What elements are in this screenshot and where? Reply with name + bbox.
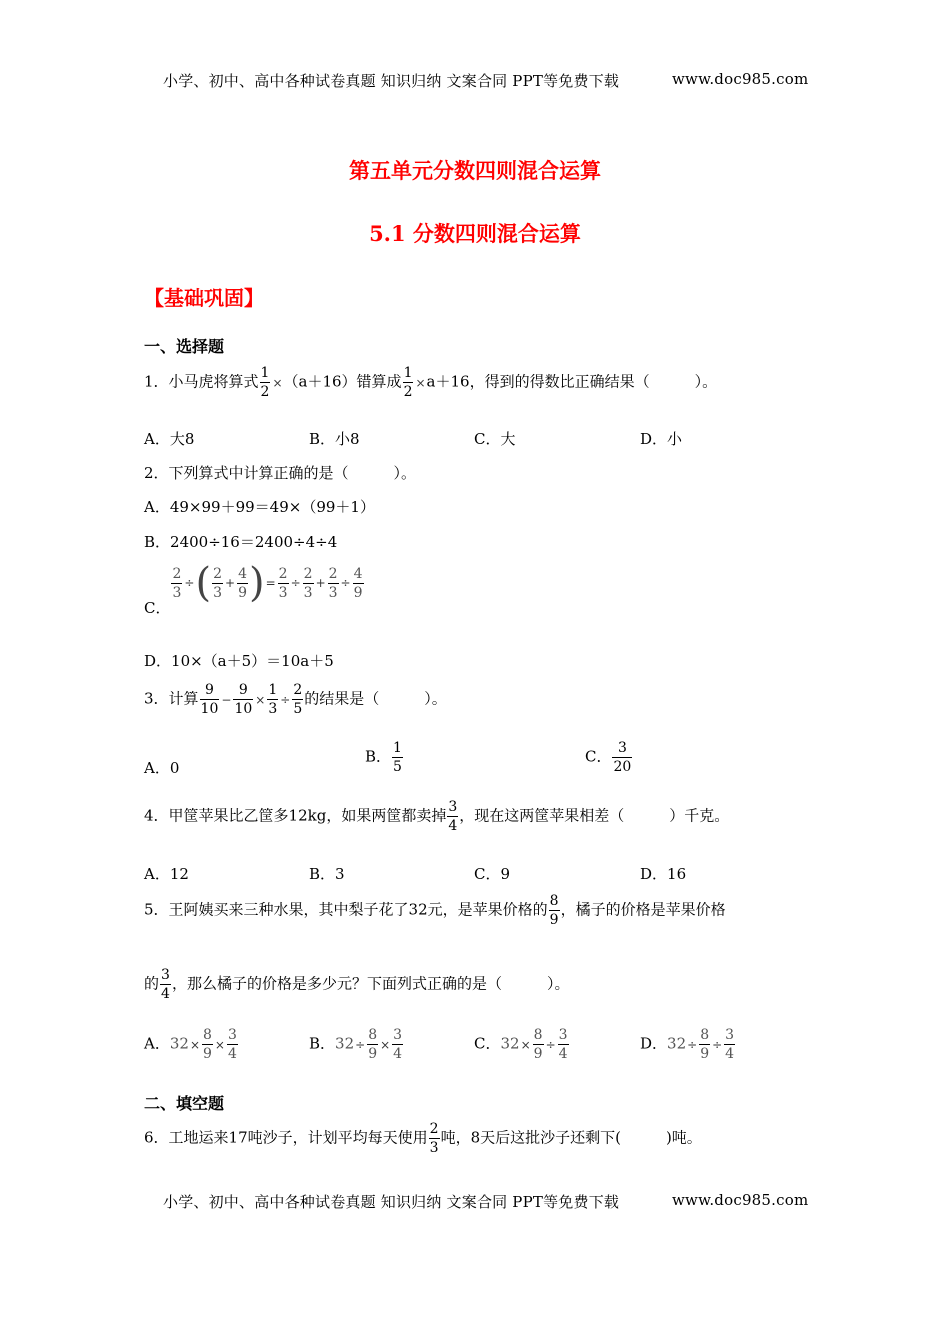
- q5-d-num: 32: [667, 1034, 687, 1053]
- question-5-line1: [144, 894, 726, 927]
- minus-sign: −: [221, 692, 232, 707]
- times-sign: ×: [415, 375, 426, 390]
- fraction: $\frac{8}{9}$: [203, 1027, 212, 1062]
- fraction: $\frac{3}{4}$: [393, 1027, 403, 1062]
- fraction: $\frac{8}{9}$: [700, 1027, 710, 1062]
- q5-option-b: [309, 1028, 404, 1061]
- fraction: $\frac{2}{3}$: [303, 565, 313, 601]
- fraction: $\frac{1}{3}$: [268, 682, 278, 717]
- fraction: $\frac{2}{3}$: [172, 565, 182, 601]
- fraction: $\frac{3}{4}$: [558, 1027, 568, 1062]
- times-sign: ×: [214, 1037, 225, 1052]
- q3-c-label: C．: [585, 747, 612, 766]
- footer-site[interactable]: www.doc985.com: [672, 1191, 809, 1209]
- question-3: [144, 683, 447, 716]
- fraction: $\frac{8}{9}$: [549, 893, 559, 928]
- times-sign: ×: [272, 375, 283, 390]
- fraction: $\frac{9}{10}$: [200, 682, 219, 717]
- q1-option-c: C．大: [474, 430, 516, 448]
- fraction: $\frac{1}{2}$: [403, 365, 413, 400]
- fraction: $\frac{4}{9}$: [238, 565, 247, 601]
- question-1: [144, 366, 717, 399]
- q2-option-d: D．10×（a＋5）＝10a＋5: [144, 652, 334, 670]
- fraction: $\frac{8}{9}$: [533, 1027, 543, 1062]
- plus-sign: +: [315, 576, 326, 590]
- equals-sign: =: [265, 576, 276, 590]
- div-sign: ÷: [687, 1037, 698, 1052]
- q1-option-b: B．小8: [309, 430, 360, 448]
- q5-option-a: [144, 1028, 239, 1061]
- q4-option-a: A．12: [144, 865, 189, 883]
- paren-left: (: [195, 560, 212, 606]
- q1-text-post: a＋16，得到的得数比正确结果（ ）。: [426, 372, 718, 391]
- q5-option-c: [474, 1028, 570, 1061]
- q4-text-post: ，现在这两筐苹果相差（ ）千克。: [459, 806, 730, 825]
- q3-b-label: B．: [365, 747, 392, 766]
- div-sign: ÷: [290, 576, 301, 590]
- q3-option-a: A．0: [144, 759, 180, 777]
- fraction: $\frac{3}{4}$: [227, 1027, 237, 1062]
- q2-option-b: B．2400÷16＝2400÷4÷4: [144, 533, 338, 551]
- fraction: $\frac{2}{3}$: [328, 565, 338, 601]
- fraction: $\frac{9}{10}$: [234, 682, 253, 717]
- q1-option-d: D．小: [640, 430, 683, 448]
- div-sign: ÷: [712, 1037, 723, 1052]
- q5-b-num: 32: [335, 1034, 355, 1053]
- div-sign: ÷: [545, 1037, 556, 1052]
- header-text: 小学、初中、高中各种试卷真题 知识归纳 文案合同 PPT等免费下载: [163, 72, 620, 90]
- part1-heading: 一、选择题: [144, 337, 225, 356]
- q2-c-label: C．: [144, 599, 171, 617]
- div-sign: ÷: [355, 1037, 366, 1052]
- fraction: $\frac{3}{20}$: [613, 740, 632, 775]
- page-title: 第五单元分数四则混合运算: [349, 158, 601, 183]
- question-6: [144, 1122, 702, 1155]
- q3-text-pre: 3．计算: [144, 689, 199, 708]
- fraction: $\frac{2}{5}$: [293, 682, 303, 717]
- page-subtitle: 5.1 分数四则混合运算: [369, 221, 581, 246]
- question-2: 2．下列算式中计算正确的是（ ）。: [144, 464, 417, 482]
- q5-text-2: ，橘子的价格是苹果价格: [560, 900, 726, 919]
- times-sign: ×: [189, 1037, 200, 1052]
- part2-heading: 二、填空题: [144, 1094, 225, 1113]
- q1-text-mid: （a＋16）错算成: [283, 372, 402, 391]
- paren-right: ): [248, 560, 265, 606]
- section-heading: 【基础巩固】: [144, 286, 264, 310]
- q3-option-c: [585, 741, 633, 774]
- fraction: $\frac{8}{9}$: [368, 1027, 378, 1062]
- fraction: $\frac{3}{4}$: [161, 967, 170, 1002]
- footer-text: 小学、初中、高中各种试卷真题 知识归纳 文案合同 PPT等免费下载: [163, 1193, 620, 1211]
- fraction: $\frac{3}{4}$: [448, 799, 458, 834]
- fraction: $\frac{2}{3}$: [429, 1121, 439, 1156]
- q5-c-num: 32: [500, 1034, 520, 1053]
- q5-text-1: 5．王阿姨买来三种水果，其中梨子花了32元，是苹果价格的: [144, 900, 548, 919]
- q5-text-3: 的: [144, 974, 160, 993]
- q5-c-label: C．: [474, 1034, 501, 1053]
- fraction: $\frac{4}{9}$: [353, 565, 363, 601]
- header-site[interactable]: www.doc985.com: [672, 70, 809, 88]
- q6-text-pre: 6．工地运来17吨沙子，计划平均每天使用: [144, 1128, 428, 1147]
- fraction: $\frac{1}{5}$: [393, 740, 402, 775]
- times-sign: ×: [255, 692, 266, 707]
- q4-option-d: D．16: [640, 865, 687, 883]
- times-sign: ×: [380, 1037, 391, 1052]
- q4-option-c: C．9: [474, 865, 511, 883]
- fraction: $\frac{2}{3}$: [278, 565, 288, 601]
- times-sign: ×: [520, 1037, 531, 1052]
- q1-option-a: A．大8: [144, 430, 195, 448]
- question-4: [144, 800, 729, 833]
- q4-text-pre: 4．甲筐苹果比乙筐多12kg，如果两筐都卖掉: [144, 806, 447, 825]
- div-sign: ÷: [340, 576, 351, 590]
- question-5-line2: [144, 968, 569, 1001]
- fraction: $\frac{3}{4}$: [725, 1027, 735, 1062]
- q3-text-post: 的结果是（ ）。: [304, 689, 447, 708]
- q2-option-a: A．49×99＋99＝49×（99＋1）: [144, 498, 375, 516]
- q5-b-label: B．: [309, 1034, 336, 1053]
- fraction: $\frac{1}{2}$: [260, 365, 270, 400]
- q4-option-b: B．3: [309, 865, 345, 883]
- q5-a-label: A．: [144, 1034, 170, 1053]
- q3-option-b: [365, 741, 404, 774]
- div-sign: ÷: [184, 576, 195, 590]
- q5-text-4: ，那么橘子的价格是多少元？下面列式正确的是（ ）。: [171, 974, 570, 993]
- q5-option-d: [640, 1028, 736, 1061]
- q2-option-c: [144, 560, 365, 618]
- q5-a-num: 32: [169, 1034, 189, 1053]
- q1-text-pre: 1．小马虎将算式: [144, 372, 259, 391]
- plus-sign: +: [225, 576, 236, 590]
- fraction: $\frac{2}{3}$: [213, 565, 222, 601]
- q6-text-post: 吨，8天后这批沙子还剩下( )吨。: [440, 1128, 702, 1147]
- q5-d-label: D．: [640, 1034, 668, 1053]
- div-sign: ÷: [280, 692, 291, 707]
